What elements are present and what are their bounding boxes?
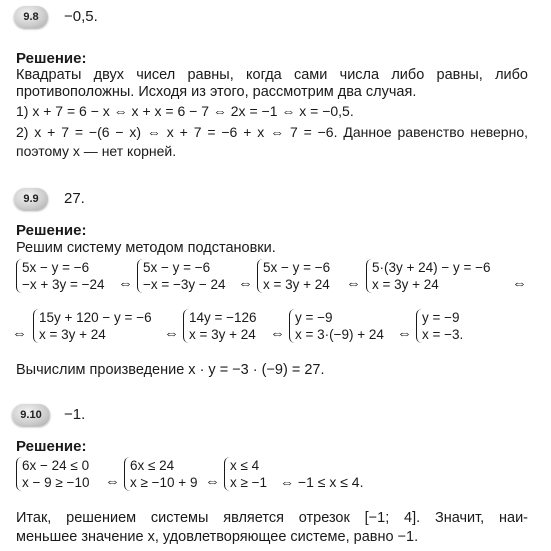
- equation: x = 3y + 24: [189, 327, 256, 342]
- inequality: x − 9 ≥ −10: [22, 475, 90, 490]
- solution-heading: Решение:: [16, 438, 87, 455]
- problem-number: 9.10: [20, 409, 42, 421]
- equivalence-sign: ⇔: [238, 275, 253, 292]
- equation: x = 3y + 24: [263, 277, 330, 292]
- inequality: x ≤ 4: [230, 458, 260, 473]
- equivalence-sign: ⇔: [205, 473, 220, 490]
- equation-system: [137, 259, 226, 293]
- inequality-system: [16, 457, 89, 491]
- case-2: 2) x + 7 = −(6 − x) ⇔ x + 7 = −6 + x ⇔ 7 = −6. Данное равенство неверно,: [16, 124, 528, 140]
- equation-system: [257, 259, 330, 293]
- equation: 14y = −126: [189, 310, 257, 325]
- equation: 15y + 120 − y = −6: [39, 310, 152, 325]
- equation-system: [416, 309, 463, 343]
- equation: 5x − y = −6: [263, 260, 331, 275]
- equation: −x + 3y = −24: [22, 277, 105, 292]
- equivalence-sign: ⇔: [105, 473, 120, 490]
- solution-heading: Решение:: [16, 222, 87, 239]
- equation: −x = −3y − 24: [143, 277, 226, 292]
- equation-system: [33, 309, 152, 343]
- problem-number: 9.9: [23, 193, 39, 205]
- answer: −1.: [64, 406, 86, 423]
- conclusion-continuation: меньшее значение x, удовлетворяющее системе, равно −1.: [16, 529, 419, 545]
- equivalence-sign: ⇔: [270, 325, 285, 342]
- answer: 27.: [64, 190, 85, 207]
- inequality-system: [124, 457, 197, 491]
- equation: 5x − y = −6: [22, 260, 90, 275]
- text-line: Квадраты двух чисел равны, когда сами числа либо равны, либо: [16, 67, 528, 83]
- equation: x = −3.: [422, 327, 464, 342]
- solution-intro: Решим систему методом подстановки.: [16, 240, 276, 256]
- inequality: 6x ≤ 24: [130, 458, 175, 473]
- equation-system: [366, 259, 491, 293]
- equivalence-sign: ⇔: [118, 275, 133, 292]
- equation-system: [289, 309, 384, 343]
- answer: −0,5.: [64, 8, 98, 25]
- problem-number-badge: [14, 188, 48, 210]
- case-1: 1) x + 7 = 6 − x ⇔ x + x = 6 − 7 ⇔ 2x = −1 ⇔ x = −0,5.: [16, 103, 354, 119]
- problem-number: 9.8: [23, 11, 39, 23]
- equivalence-sign: ⇔: [512, 275, 527, 292]
- equation: x = 3y + 24: [372, 277, 439, 292]
- equation: 5·(3y + 24) − y = −6: [372, 260, 491, 275]
- inequality-system: [224, 457, 267, 491]
- equation: 5x − y = −6: [143, 260, 211, 275]
- equation: x = 3·(−9) + 24: [295, 327, 384, 342]
- problem-number-badge: [14, 6, 48, 28]
- conclusion: Итак, решением системы является отрезок [−1; 4]. Значит, наи-: [16, 510, 528, 526]
- inequality: x ≥ −10 + 9: [130, 475, 198, 490]
- problem-number-badge: [12, 404, 50, 426]
- equivalence-sign: ⇔: [397, 325, 412, 342]
- product-calculation: Вычислим произведение x · y = −3 · (−9) = 27.: [16, 362, 325, 378]
- equation-system: [183, 309, 257, 343]
- final-interval: ⇔ −1 ≤ x ≤ 4.: [280, 474, 364, 490]
- inequality: x ≥ −1: [230, 475, 268, 490]
- equivalence-sign: ⇔: [12, 325, 27, 342]
- equation: y = −9: [422, 310, 460, 325]
- equation: y = −9: [295, 310, 333, 325]
- equivalence-sign: ⇔: [164, 325, 179, 342]
- equation: x = 3y + 24: [39, 327, 106, 342]
- equivalence-sign: ⇔: [346, 275, 361, 292]
- case-2-continuation: поэтому x — нет корней.: [16, 143, 177, 159]
- inequality: 6x − 24 ≤ 0: [22, 458, 90, 473]
- solution-text: [16, 67, 528, 101]
- equation-system: [16, 259, 105, 293]
- text-line: противоположны. Исходя из этого, рассмотрим два случая.: [16, 84, 417, 100]
- solution-heading: Решение:: [16, 50, 87, 67]
